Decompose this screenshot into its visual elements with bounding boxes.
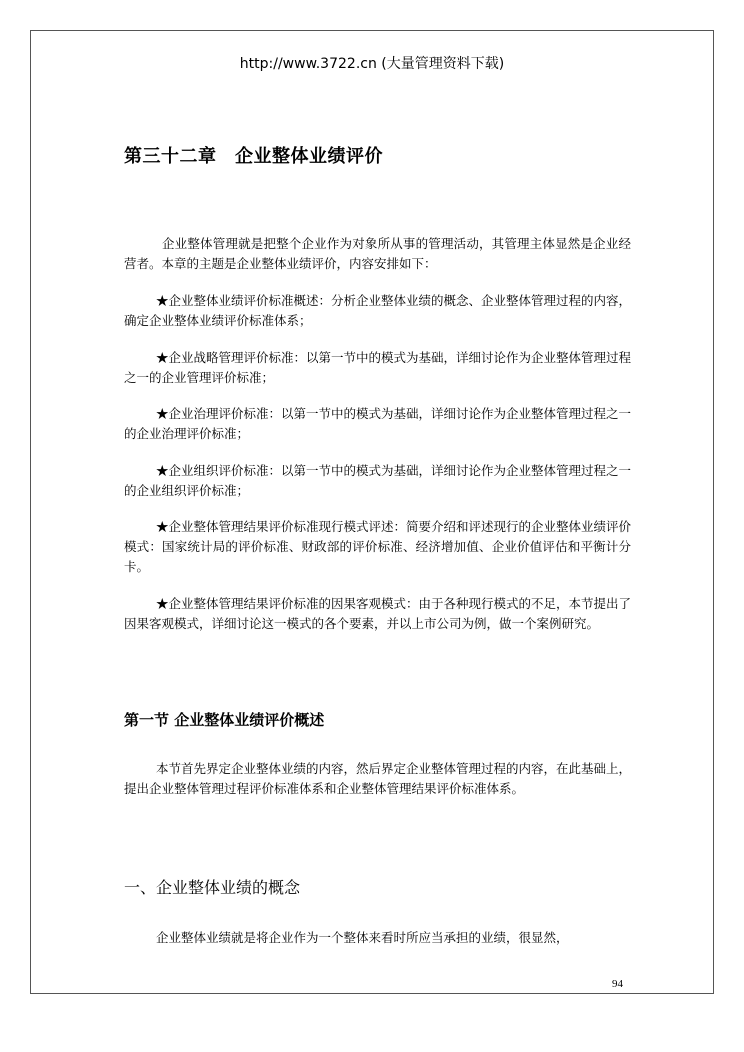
list-item-overview: ★企业整体业绩评价标准概述：分析企业整体业绩的概念、企业整体管理过程的内容，确定企业整体业绩评价标准体系； (124, 293, 632, 328)
list-item-governance: ★企业治理评价标准：以第一节中的模式为基础，详细讨论作为企业整体管理过程之一的企业治理评价标准； (124, 406, 632, 441)
list-item-strategy: ★企业战略管理评价标准：以第一节中的模式为基础，详细讨论作为企业整体管理过程之一的企业管理评价标准； (124, 350, 632, 385)
page-frame (30, 30, 714, 994)
subsection-title: 一、企业整体业绩的概念 (124, 878, 301, 897)
section-paragraph: 本节首先界定企业整体业绩的内容，然后界定企业整体管理过程的内容，在此基础上，提出企业整体管理过程评价标准体系和企业整体管理结果评价标准体系。 (124, 761, 632, 796)
list-item-organization: ★企业组织评价标准：以第一节中的模式为基础，详细讨论作为企业整体管理过程之一的企业组织评价标准； (124, 463, 632, 498)
chapter-title: 第三十二章 企业整体业绩评价 (124, 146, 383, 167)
list-item-causal-model: ★企业整体管理结果评价标准的因果客观模式：由于各种现行模式的不足，本节提出了因果客观模式，详细讨论这一模式的各个要素，并以上市公司为例，做一个案例研究。 (124, 596, 632, 631)
intro-paragraph: 企业整体管理就是把整个企业作为对象所从事的管理活动，其管理主体显然是企业经营者。本章的主题是企业整体业绩评价，内容安排如下： (124, 236, 631, 271)
list-item-current-models: ★企业整体管理结果评价标准现行模式评述：简要介绍和评述现行的企业整体业绩评价模式：国家统计局的评价标准、财政部的评价标准、经济增加值、企业价值评估和平衡计分卡。 (124, 519, 632, 574)
header-url: http://www.3722.cn (大量管理资料下载) (239, 56, 505, 72)
page-number: 94 (612, 978, 623, 990)
section-title: 第一节 企业整体业绩评价概述 (124, 711, 325, 729)
subsection-paragraph: 企业整体业绩就是将企业作为一个整体来看时所应当承担的业绩，很显然， (156, 930, 569, 945)
